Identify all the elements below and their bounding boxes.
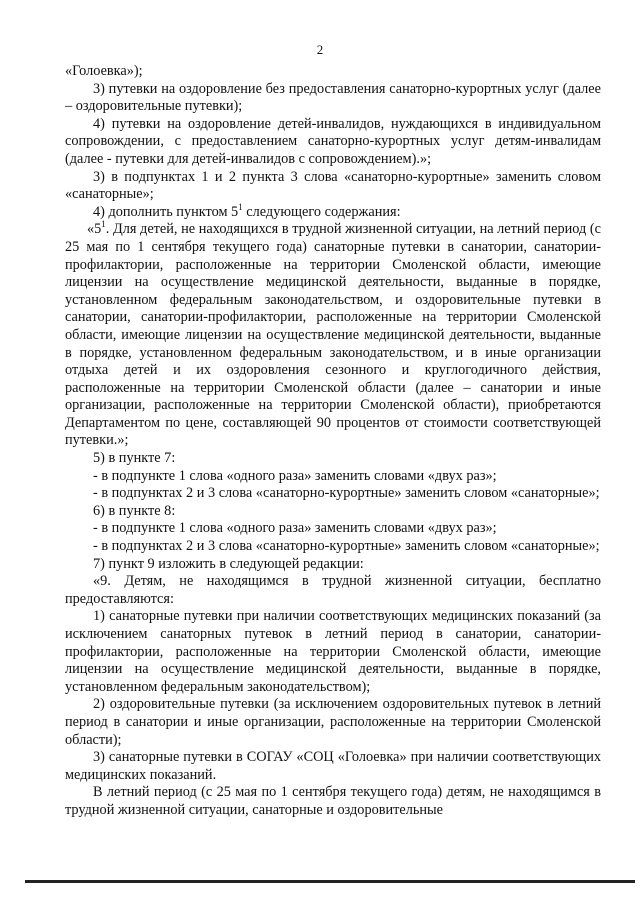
paragraph: 4) путевки на оздоровление детей-инвалидов, нуждающихся в индивидуальном сопровождении, с предоставлением санаторно-курортных услуг детям-инвалидам (далее - путевки для детей-инвалидов с сопровождением).»; bbox=[65, 115, 601, 167]
paragraph: - в подпункте 1 слова «одного раза» заменить словами «двух раз»; bbox=[93, 467, 497, 484]
paragraph: В летний период (с 25 мая по 1 сентября текущего года) детям, не находящимся в трудной жизненной ситуации, санаторные и оздоровительные bbox=[65, 784, 601, 818]
paragraph-text: следующего содержания: bbox=[242, 203, 401, 220]
paragraph-text: 4) дополнить пунктом 5 bbox=[93, 203, 239, 220]
superscript: 1 bbox=[101, 219, 106, 230]
paragraph-text: . Для детей, не находящихся в трудной жизненной ситуации, на летний период (с 25 мая по 1 сентября текущего года) санаторные путевки в санатории, санатории-профилактории, расположенные на территории Смоленской области, имеющие лицензии на осуществление медицинской деятельности, выданные в порядке, установленном федеральным законодательством, и оздоровительные путевки в санатории, санатории-профилактории, расположенные на территории Смоленской области, имеющие лицензии на осуществление медицинской деятельности, выданные в порядке, установленном федеральным законодательством, и в иные организации отдыха детей и их оздоровления сезонного и круглогодичного действия, расположенные на территории Смоленской области (далее – санатории и иные организации, расположенные на территории Смоленской области), приобретаются Департаментом по цене, составляющей 90 процентов от стоимости соответствующей путевки.»; bbox=[65, 221, 601, 449]
page-number: 2 bbox=[316, 42, 324, 57]
paragraph: 3) путевки на оздоровление без предоставления санаторно-курортных услуг (далее – оздоровительные путевки); bbox=[65, 80, 601, 115]
paragraph: - в подпункте 1 слова «одного раза» заменить словами «двух раз»; bbox=[93, 520, 497, 537]
paragraph: 7) пункт 9 изложить в следующей редакции: bbox=[93, 555, 364, 572]
paragraph: 3) санаторные путевки в СОГАУ «СОЦ «Голоевка» при наличии соответствующих медицинских показаний. bbox=[65, 749, 601, 783]
paragraph: - в подпунктах 2 и 3 слова «санаторно-курортные» заменить словом «санаторные»; bbox=[93, 538, 600, 555]
paragraph: 5) в пункте 7: bbox=[93, 450, 176, 467]
paragraph bbox=[65, 201, 601, 222]
bottom-rule bbox=[25, 880, 635, 883]
paragraph: 2) оздоровительные путевки (за исключением оздоровительных путевок в летний период в санатории и иные организации, расположенные на территории Смоленской области); bbox=[65, 696, 601, 748]
paragraph: «Голоевка»); bbox=[65, 63, 143, 79]
superscript: 1 bbox=[238, 201, 243, 212]
paragraph: «9. Детям, не находящимся в трудной жизненной ситуации, бесплатно предоставляются: bbox=[65, 573, 601, 607]
paragraph: - в подпунктах 2 и 3 слова «санаторно-курортные» заменить словом «санаторные»; bbox=[93, 485, 600, 502]
paragraph bbox=[65, 221, 601, 450]
document-body bbox=[65, 63, 601, 820]
paragraph: 3) в подпунктах 1 и 2 пункта 3 слова «санаторно-курортные» заменить словом «санаторные»; bbox=[65, 168, 601, 203]
paragraph: 1) санаторные путевки при наличии соответствующих медицинских показаний (за исключением санаторных путевок в летний период в санатории, санатории-профилактории, расположенные на территории Смоленской области, имеющие лицензии на осуществление медицинской деятельности, выданные в порядке, установленном федеральным законодательством); bbox=[65, 608, 601, 695]
paragraph: 6) в пункте 8: bbox=[93, 502, 176, 519]
paragraph-text: «5 bbox=[87, 221, 102, 238]
